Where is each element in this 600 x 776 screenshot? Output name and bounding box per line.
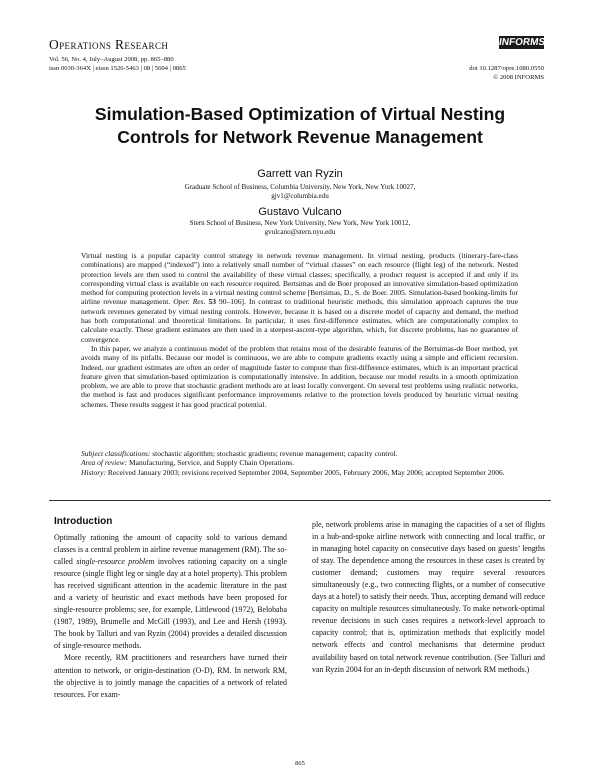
value: Received January 2003; revisions received September 2004, September 2005, February 2006, May 2006; accepted September 2006. bbox=[107, 467, 505, 477]
doi: doi 10.1287/opre.1080.0550 bbox=[469, 65, 544, 72]
body-column-1 bbox=[54, 532, 287, 701]
abstract-text: Virtual nesting is a popular capacity control strategy in network revenue management. In virtual nesting, products (itinerary-fare-class combinations) are mapped (“indexed”) into a relatively small number of “virtual classes” on each resource (flight leg) of the network. Nested protection levels are then used to control the availability of these virtual classes; specifically, a product request is accepted if and only if its corresponding virtual class is available on each resource required. Bertsimas and de Boer proposed an innovative simulation-based optimization method for computing protection levels in a virtual nesting control scheme [Bertsimas, D., S. de Boer. 2005. Simulation-based booking-limits for airline revenue management. bbox=[81, 251, 518, 307]
history bbox=[81, 468, 518, 477]
journal-ref: Oper. Res. bbox=[173, 297, 206, 307]
author-name-1: Garrett van Ryzin bbox=[257, 168, 343, 180]
volume-line: Vol. 56, No. 4, July–August 2008, pp. 865–880 bbox=[49, 56, 174, 63]
classification-block bbox=[81, 449, 518, 477]
author-affiliation-1 bbox=[40, 183, 560, 201]
divider bbox=[49, 500, 551, 501]
page-number: 865 bbox=[295, 760, 305, 767]
journal-meta bbox=[49, 55, 186, 73]
emphasis: single-resource problem bbox=[76, 557, 155, 567]
title-line-2: Controls for Network Revenue Management bbox=[117, 127, 483, 147]
journal-name: Operations Research bbox=[49, 37, 169, 52]
paragraph: ple, network problems arise in managing the capacities of a set of flights in a hub-and-spoke airline network with connecting and local traffic, or in managing hotel capacity on consecutive days based on guests’ lengths of stay. The dependence among the resources in these cases is created by customer demand; customers may require several resources simultaneously (e.g., two connecting flights, or a number of consecutive days at a hotel) to satisfy their needs. Thus, accepting demand will reduce capacity on multiple resources simultaneously. To make network-optimal revenue decisions in such cases requires a network-level approach to capacity control; that is, optimization methods that explicitly model network effects and control mechanisms that determine product availability based on total network revenue contribution. (See Talluri and van Ryzin 2004 for an in-depth discussion of network RM methods.) bbox=[312, 520, 545, 674]
affiliation-text: Graduate School of Business, Columbia University, New York, New York 10027, bbox=[184, 183, 416, 191]
copyright: © 2008 INFORMS bbox=[493, 74, 544, 81]
abstract-text: 90–106]. In contrast to traditional heuristic methods, this simulation approach captures the true network revenues generated by virtual nesting controls. However, because it is based on a discrete model of capacity and demand, the method has both computational and theoretical limitations. In particular, it uses first-difference estimates, which are computationally complex to calculate exactly. These gradient estimates are then used in a steepest-ascent-type algorithm, which, for discrete problems, has no guarantee of convergence. bbox=[81, 297, 518, 344]
abstract-paragraph-2: In this paper, we analyze a continuous model of the problem that retains most of the desirable features of the Bertsimas-de Boer method, yet avoids many of its pitfalls. Because our model is continuous, we are able to compute gradients exactly using a simple and efficient recursion. Indeed, our gradient estimates are often an order of magnitude faster to compute than first-difference estimates, which is an important practical feature given that simulation-based optimization is computationally intensive. In addition, because our model results in a smooth optimization problem, we are able to prove that stochastic gradient methods are at least locally convergent. On several test problems using realistic networks, the method is fast and produces significant performance improvements relative to the protection levels produced by heuristic virtual nesting schemes. These results suggest it has good practical potential. bbox=[81, 343, 518, 409]
paragraph: More recently, RM practitioners and researchers have turned their attention to network, or origin-destination (O-D), RM. In network RM, the objective is to jointly manage the capacities of a network of related resources. For exam- bbox=[54, 653, 287, 699]
value: Manufacturing, Service, and Supply Chain Operations. bbox=[128, 458, 294, 468]
author-affiliation-2 bbox=[40, 219, 560, 237]
area-of-review bbox=[81, 458, 518, 467]
label: Subject classifications: bbox=[81, 449, 151, 458]
value: stochastic algorithm; stochastic gradients; revenue management; capacity control. bbox=[152, 449, 398, 458]
author-name-2: Gustavo Vulcano bbox=[258, 206, 342, 218]
affiliation-text: Stern School of Business, New York University, New York, New York 10012, bbox=[189, 219, 411, 227]
issn-line: issn 0030-364X | eissn 1526-5463 | 08 | 5604 | 0865 bbox=[49, 65, 186, 72]
subject-classifications bbox=[81, 449, 518, 458]
author-email: gvulcano@stern.nyu.edu bbox=[264, 228, 336, 236]
author-email: gjv1@columbia.edu bbox=[271, 192, 329, 200]
text: involves rationing capacity on a single resource (single flight leg or single day at a hotel property). This problem has received significant attention in the academic literature in the past and a variety of heuristic and exact methods have been proposed for single-resource problems; see, for example, Littlewood (1972), Belobaba (1987, 1989), Brumelle and McGill (1993), and Lee and Hersh (1993). The book by Talluri and van Ryzin (2004) provides a detailed discussion of single-resource methods. bbox=[54, 557, 287, 651]
doi-block bbox=[469, 64, 544, 82]
text: Optimally rationing the amount of capacity sold to various demand classes is a central problem in airline revenue management (RM). The so-called bbox=[54, 533, 287, 567]
paragraph bbox=[54, 532, 287, 652]
informs-logo bbox=[499, 36, 544, 49]
title-line-1: Simulation-Based Optimization of Virtual Nesting bbox=[94, 104, 506, 124]
volume-ref: 53 bbox=[208, 297, 216, 307]
abstract-paragraph-1 bbox=[81, 251, 518, 344]
section-heading: Introduction bbox=[54, 516, 113, 527]
label: Area of review: bbox=[81, 458, 128, 468]
abstract bbox=[81, 251, 518, 409]
paper-title bbox=[40, 103, 560, 149]
label: History: bbox=[81, 467, 106, 477]
logo-text: INFORMS bbox=[498, 37, 546, 48]
body-column-2 bbox=[312, 519, 545, 676]
